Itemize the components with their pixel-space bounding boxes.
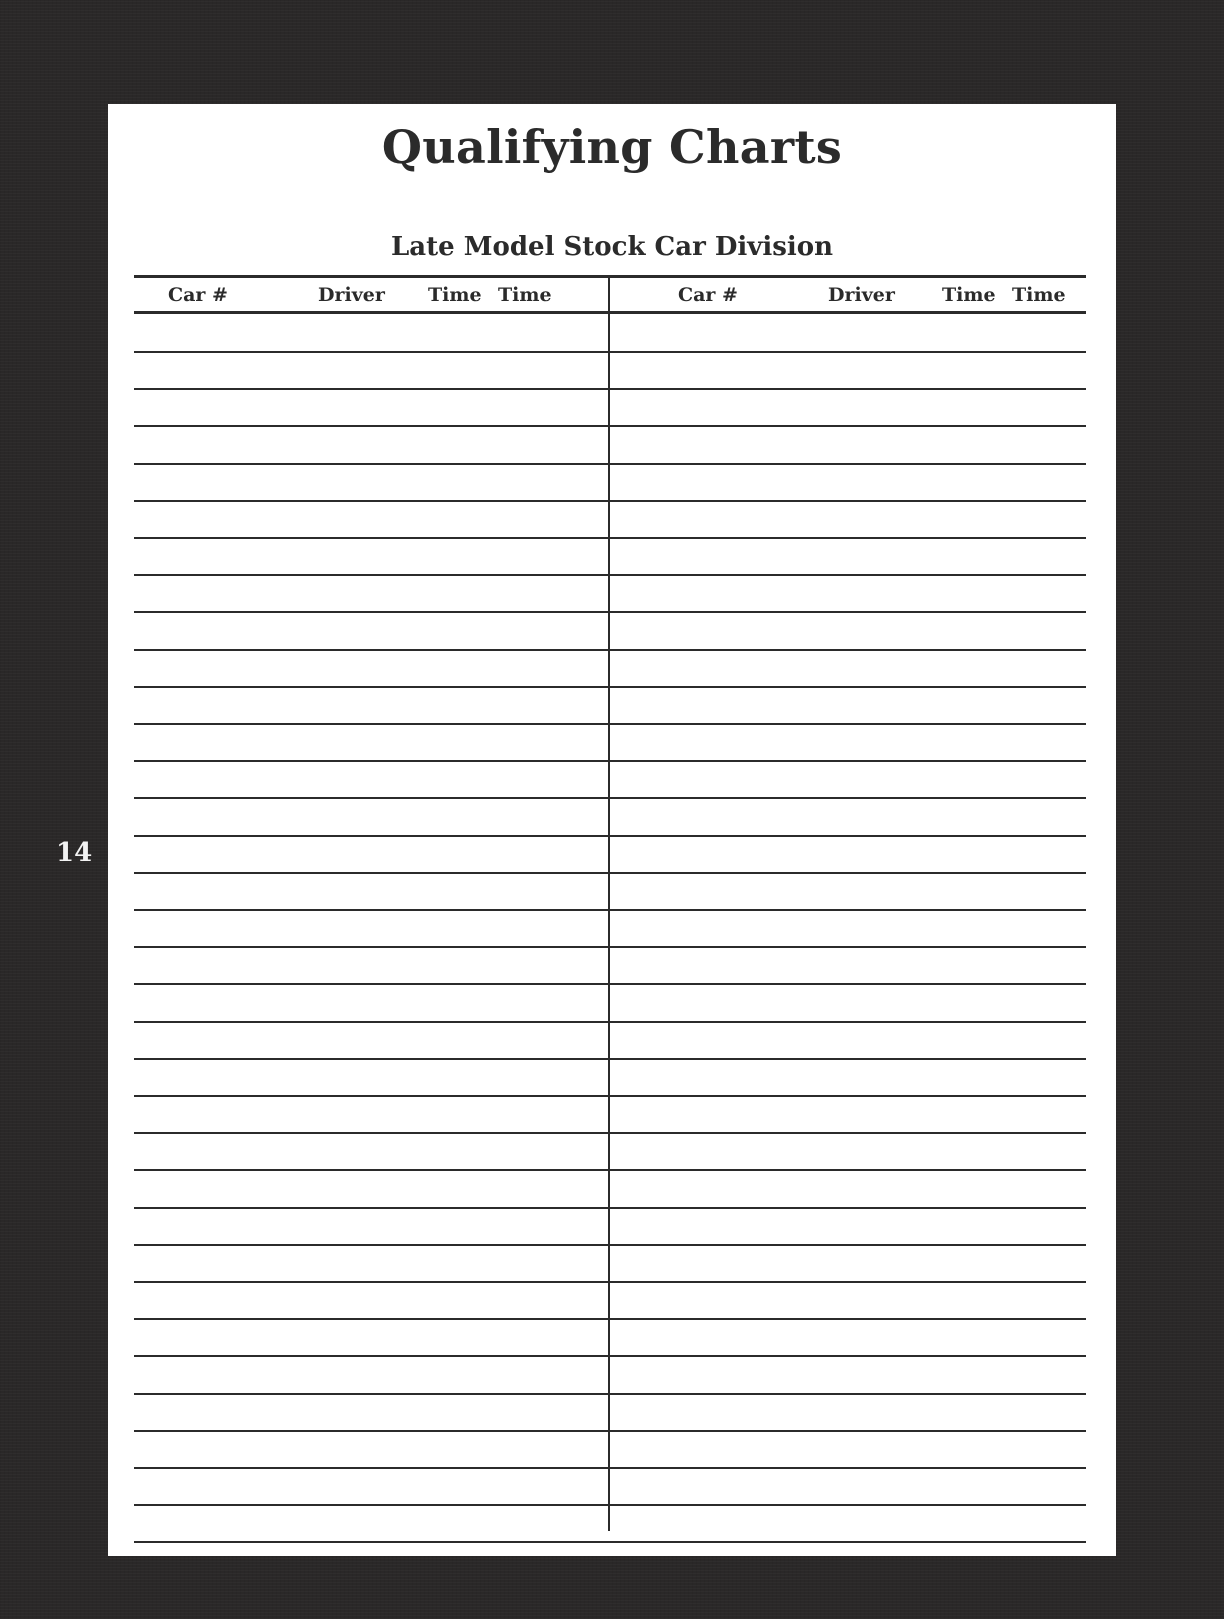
table-row [134,1021,1086,1060]
table-row [134,1504,1086,1543]
qualifying-table [134,275,1086,1531]
table-row [134,612,1086,651]
table-row [134,1430,1086,1469]
header-right-time-1: Time [942,284,996,306]
header-left-driver: Driver [318,284,385,306]
table-row [134,872,1086,911]
table-row [134,1281,1086,1320]
header-right-time-2: Time [1012,284,1066,306]
table-row [134,798,1086,837]
table-row [134,760,1086,799]
table-row [134,314,1086,353]
header-left-time-2: Time [498,284,552,306]
table-row [134,500,1086,539]
page-title: Qualifying Charts [381,120,843,174]
table-row [134,1170,1086,1209]
table-row [134,351,1086,390]
table-row [134,1393,1086,1432]
table-row [134,426,1086,465]
table-row [134,1095,1086,1134]
table-row [134,946,1086,985]
header-left-car-number: Car # [168,284,228,306]
table-row [134,835,1086,874]
table-row [134,1467,1086,1506]
chart-page [108,104,1116,1556]
page-number: 14 [56,838,93,868]
table-row [134,984,1086,1023]
header-right-driver: Driver [828,284,895,306]
header-right-car-number: Car # [678,284,738,306]
table-row [134,1318,1086,1357]
table-row [134,463,1086,502]
table-row [134,1132,1086,1171]
table-row [134,388,1086,427]
division-subtitle: Late Model Stock Car Division [391,232,833,262]
table-row [134,574,1086,613]
table-row [134,723,1086,762]
table-row [134,1356,1086,1395]
column-divider [608,275,610,1531]
table-row [134,686,1086,725]
table-row [134,649,1086,688]
table-row [134,1207,1086,1246]
table-row [134,1058,1086,1097]
table-row [134,1244,1086,1283]
header-left-time-1: Time [428,284,482,306]
table-header-row [134,278,1086,314]
table-row [134,909,1086,948]
table-row [134,537,1086,576]
